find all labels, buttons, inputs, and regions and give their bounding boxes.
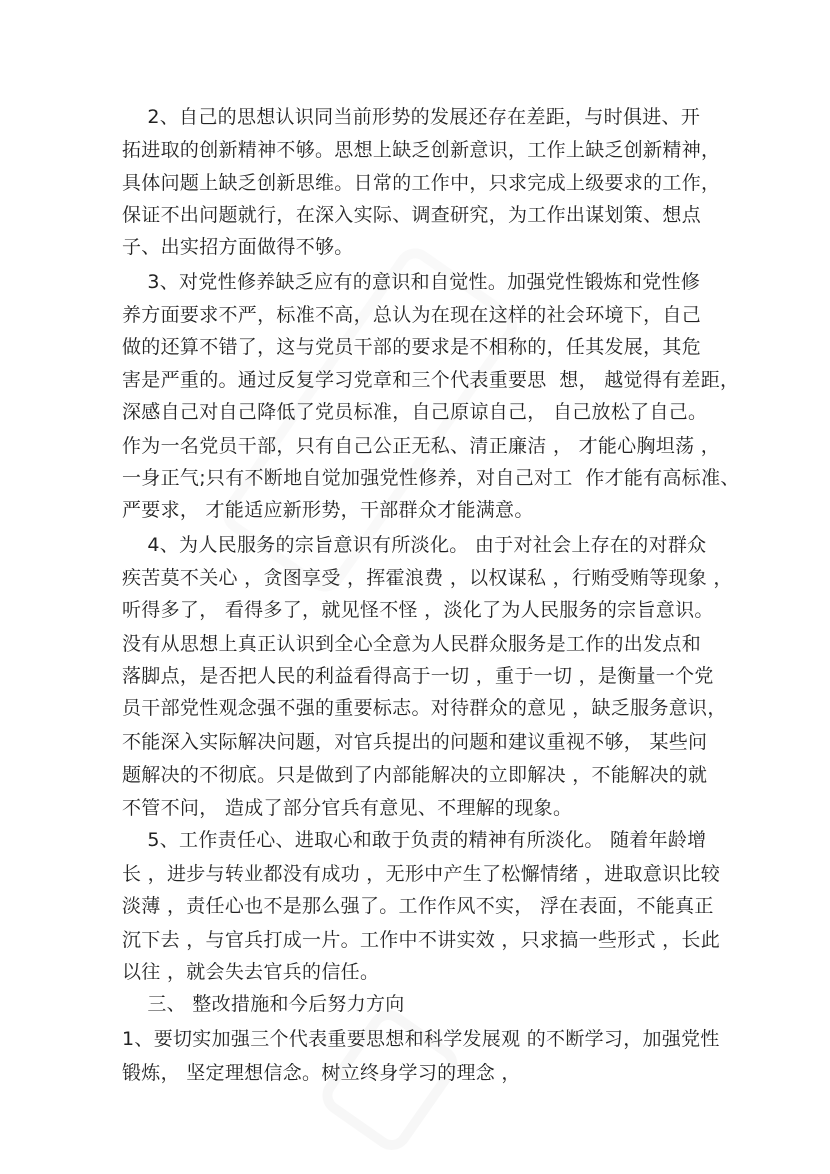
text-line: 作为一名党员干部，只有自己公正无私、清正廉洁 ， 才能心胸坦荡 ，	[122, 435, 721, 457]
text-line: 不管不问， 造成了部分官兵有意见、不理解的现象。	[122, 797, 573, 819]
text-line: 拓进取的创新精神不够。思想上缺乏创新意识，工作上缺乏创新精神，	[122, 139, 721, 161]
text-line: 淡薄 ，责任心也不是那么强了。工作作风不实， 浮在表面，不能真正	[122, 895, 714, 917]
text-line: 3、对党性修养缺乏应有的意识和自觉性。加强党性锻炼和党性修	[122, 271, 701, 293]
text-line: 1、要切实加强三个代表重要思想和科学发展观 的不断学习，加强党性	[122, 1028, 720, 1050]
text-line: 2、自己的思想认识同当前形势的发展还存在差距，与时俱进、开	[122, 106, 701, 128]
text-line: 锻炼， 坚定理想信念。树立终身学习的理念 ，	[122, 1062, 521, 1084]
text-line: 一身正气;只有不断地自觉加强党性修养，对自己对工 作才能有高标准、	[122, 467, 740, 489]
text-line: 长 ，进步与转业都没有成功 ，无形中产生了松懈情绪 ，进取意识比较	[122, 863, 721, 885]
text-line: 落脚点，是否把人民的利益看得高于一切 ，重于一切 ，是衡量一个党	[122, 665, 714, 687]
text-line: 具体问题上缺乏创新思维。日常的工作中，只求完成上级要求的工作，	[122, 172, 721, 194]
text-line: 不能深入实际解决问题，对官兵提出的问题和建议重视不够， 某些问	[122, 731, 708, 753]
text-line: 子、出实招方面做得不够。	[122, 236, 354, 258]
text-line: 保证不出问题就行，在深入实际、调查研究，为工作出谋划策、想点	[122, 204, 702, 226]
text-line: 做的还算不错了，这与党员干部的要求是不相称的，任其发展，其危	[122, 336, 702, 358]
text-line: 深感自己对自己降低了党员标准，自己原谅自己， 自己放松了自己。	[122, 401, 708, 423]
text-line: 题解决的不彻底。只是做到了内部能解决的立即解决 ，不能解决的就	[122, 764, 708, 786]
text-line: 三、 整改措施和今后努力方向	[122, 993, 405, 1015]
text-line: 听得多了， 看得多了，就见怪不怪 ，淡化了为人民服务的宗旨意识。	[122, 599, 714, 621]
text-line: 养方面要求不严，标准不高，总认为在现在这样的社会环境下，自己	[122, 304, 702, 326]
text-line: 没有从思想上真正认识到全心全意为人民群众服务是工作的出发点和	[122, 633, 702, 655]
text-line: 严要求， 才能适应新形势，干部群众才能满意。	[122, 499, 534, 521]
text-line: 害是严重的。通过反复学习党章和三个代表重要思 想， 越觉得有差距，	[122, 369, 740, 391]
text-line: 疾苦莫不关心 ，贪图享受 ，挥霍浪费 ，以权谋私 ，行贿受贿等现象 ，	[122, 567, 733, 589]
text-line: 沉下去 ，与官兵打成一片。工作中不讲实效 ，只求搞一些形式 ，长此	[122, 929, 721, 951]
text-line: 以往 ，就会失去官兵的信任。	[122, 961, 380, 983]
text-line: 员干部党性观念强不强的重要标志。对待群众的意见 ，缺乏服务意识，	[122, 697, 727, 719]
text-line: 4、为人民服务的宗旨意识有所淡化。 由于对社会上存在的对群众	[122, 534, 707, 556]
text-line: 5、工作责任心、进取心和敢于负责的精神有所淡化。 随着年龄增	[122, 829, 707, 851]
